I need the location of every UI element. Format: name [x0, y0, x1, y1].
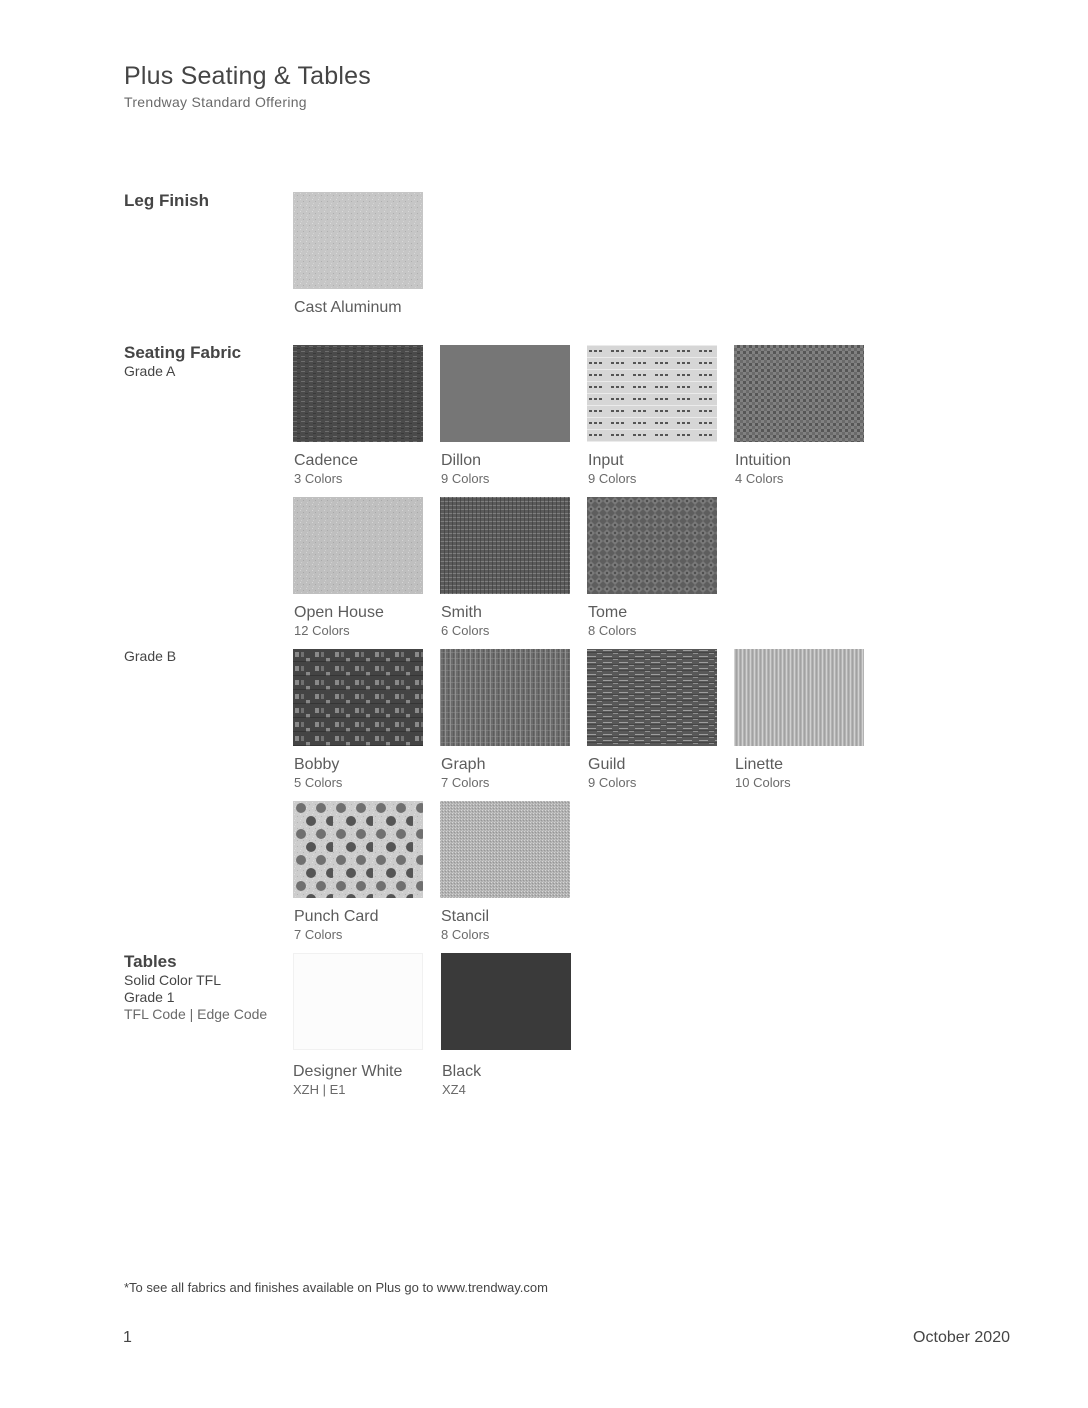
swatch-name: Cadence	[294, 452, 359, 469]
swatch-count: 9 Colors	[588, 471, 637, 486]
swatch-intuition	[734, 345, 864, 442]
swatch-name: Stancil	[441, 908, 490, 925]
swatch-name: Intuition	[735, 452, 792, 469]
swatch-tome	[587, 497, 717, 594]
swatch-name: Linette	[735, 756, 784, 773]
page-subtitle: Trendway Standard Offering	[124, 94, 307, 110]
swatch-name: Input	[588, 452, 624, 469]
leg-finish-heading: Leg Finish	[124, 191, 209, 210]
swatch-name: Open House	[294, 604, 384, 621]
publication-date: October 2020	[913, 1329, 1010, 1346]
swatch-name: Smith	[441, 604, 482, 621]
swatch-smith	[440, 497, 570, 594]
swatch-count: 9 Colors	[441, 471, 490, 486]
tables-grade: Grade 1	[124, 989, 175, 1005]
swatch-count: 3 Colors	[294, 471, 343, 486]
swatch-stancil	[440, 801, 570, 898]
swatch-black	[441, 953, 571, 1050]
swatch-designer-white	[293, 953, 423, 1050]
swatch-name: Bobby	[294, 756, 340, 773]
swatch-guild	[587, 649, 717, 746]
tables-code-legend: TFL Code | Edge Code	[124, 1006, 268, 1022]
swatch-cadence	[293, 345, 423, 442]
swatch-punch-card	[293, 801, 423, 898]
seating-fabric-heading: Seating Fabric	[124, 343, 242, 362]
swatch-name: Black	[442, 1063, 482, 1080]
swatch-count: 4 Colors	[735, 471, 784, 486]
swatch-name: Dillon	[441, 452, 482, 469]
swatch-linette	[734, 649, 864, 746]
swatch-name: Designer White	[293, 1063, 403, 1080]
footnote: *To see all fabrics and finishes available on Plus go to www.trendway.com	[124, 1280, 548, 1295]
swatch-graph	[440, 649, 570, 746]
swatch-count: 7 Colors	[441, 775, 490, 790]
swatch-name: Guild	[588, 756, 626, 773]
swatch-code: XZH | E1	[293, 1082, 346, 1097]
grade-b-label: Grade B	[124, 648, 177, 664]
swatch-dillon	[440, 345, 570, 442]
swatch-input	[587, 345, 717, 442]
swatch-count: 8 Colors	[441, 927, 490, 942]
swatch-count: 5 Colors	[294, 775, 343, 790]
tables-heading: Tables	[124, 952, 177, 971]
swatch-count: 9 Colors	[588, 775, 637, 790]
swatch-count: 10 Colors	[735, 775, 791, 790]
swatch-count: 12 Colors	[294, 623, 350, 638]
swatch-code: XZ4	[442, 1082, 466, 1097]
page-number: 1	[123, 1329, 132, 1346]
swatch-name: Punch Card	[294, 908, 379, 925]
tables-material: Solid Color TFL	[124, 972, 222, 988]
swatch-count: 6 Colors	[441, 623, 490, 638]
swatch-name: Tome	[588, 604, 628, 621]
page-title: Plus Seating & Tables	[124, 62, 371, 90]
swatch-count: 8 Colors	[588, 623, 637, 638]
swatch-name: Graph	[441, 756, 486, 773]
swatch-count: 7 Colors	[294, 927, 343, 942]
grade-a-label: Grade A	[124, 363, 176, 379]
swatch-open-house	[293, 497, 423, 594]
swatch-cast-aluminum	[293, 192, 423, 289]
swatch-name: Cast Aluminum	[294, 299, 402, 316]
swatch-bobby	[293, 649, 423, 746]
